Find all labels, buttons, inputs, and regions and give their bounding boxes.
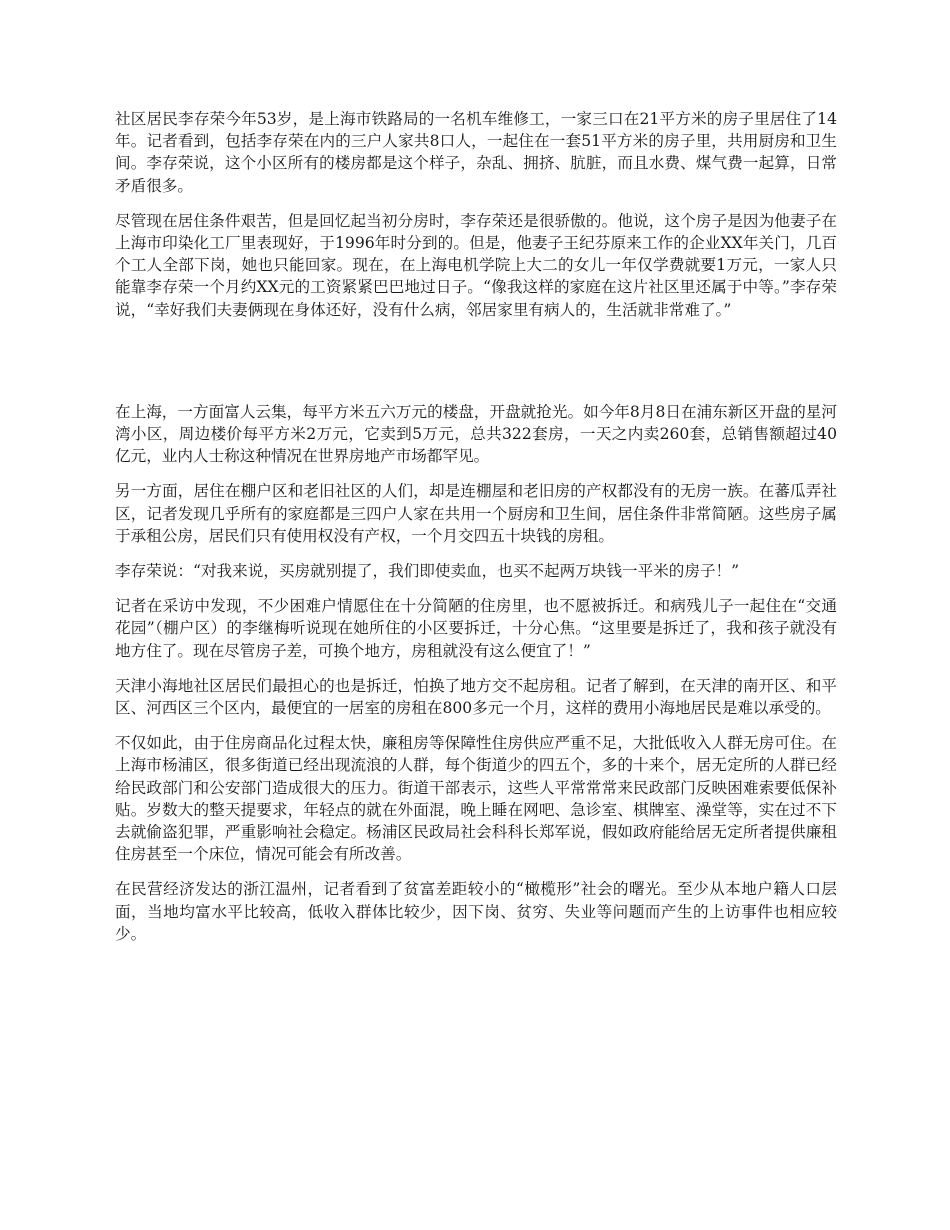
paragraph-shanty-residents: 另一方面，居住在棚户区和老旧社区的人们，却是连棚屋和老旧房的产权都没有的无房一族。在蕃瓜弄社区，记者发现几乎所有的家庭都是三四户人家在共用一个厨房和卫生间，居住条件非常简陋。这些房子属于承租公房，居民们只有使用权没有产权，一个月交四五十块钱的房租。 — [115, 482, 837, 545]
paragraph-tianjin-rent: 天津小海地社区居民们最担心的也是拆迁，怕换了地方交不起房租。记者了解到，在天津的南开区、和平区、河西区三个区内，最便宜的一居室的房租在800多元一个月，这样的费用小海地居民是难以承受的。 — [115, 676, 837, 718]
paragraph-residents-living: 社区居民李存荣今年53岁，是上海市铁路局的一名机车维修工，一家三口在21平方米的房子里居住了14年。记者看到，包括李存荣在内的三户人家共8口人，一起住在一套51平方米的房子里，共用厨房和卫生间。李存荣说，这个小区所有的楼房都是这个样子，杂乱、拥挤、肮脏，而且水费、煤气费一起算，日常矛盾很多。 — [115, 110, 837, 195]
paragraph-demolition-fear: 记者在采访中发现，不少困难户情愿住在十分简陋的住房里，也不愿被拆迁。和病残儿子一起住在“交通花园”（棚户区）的李继梅听说现在她所住的小区要拆迁，十分心焦。“这里要是拆迁了，我和孩子就没有地方住了。现在尽管房子差，可换个地方，房租就没有这么便宜了！” — [115, 597, 837, 660]
paragraph-housing-history: 尽管现在居住条件艰苦，但是回忆起当初分房时，李存荣还是很骄傲的。他说，这个房子是因为他妻子在上海市印染化工厂里表现好，于1996年时分到的。但是，他妻子王纪芬原来工作的企业XX年关门，几百个工人全部下岗，她也只能回家。现在，在上海电机学院上大二的女儿一年仅学费就要1万元，一家人只能靠李存荣一个月约XX元的工资紧紧巴巴地过日子。“像我这样的家庭在这片社区里还属于中等。”李存荣说，“幸好我们夫妻俩现在身体还好，没有什么病，邻居家里有病人的，生活就非常难了。” — [115, 211, 837, 319]
paragraph-quote-buying: 李存荣说：“对我来说，买房就别提了，我们即使卖血，也买不起两万块钱一平米的房子！” — [115, 562, 740, 581]
paragraph-homeless-pressure: 不仅如此，由于住房商品化过程太快，廉租房等保障性住房供应严重不足，大批低收入人群无房可住。在上海市杨浦区，很多街道已经出现流浪的人群，每个街道少的四五个，多的十来个，居无定所的人群已经给民政部门和公安部门造成很大的压力。街道干部表示，这些人平常常常来民政部门反映困难索要低保补贴。岁数大的整天提要求，年轻点的就在外面混，晚上睡在网吧、急诊室、棋牌室、澡堂等，实在过不下去就偷盗犯罪，严重影响社会稳定。杨浦区民政局社会科科长郑军说，假如政府能给居无定所者提供廉租住房甚至一个床位，情况可能会有所改善。 — [115, 734, 837, 864]
paragraph-wenzhou-olive: 在民营经济发达的浙江温州，记者看到了贫富差距较小的“橄榄形”社会的曙光。至少从本地户籍人口层面，当地均富水平比较高，低收入群体比较少，因下岗、贫穷、失业等问题而产生的上访事件也相应较少。 — [115, 880, 837, 943]
paragraph-luxury-market: 在上海，一方面富人云集，每平方米五六万元的楼盘，开盘就抢光。如今年8月8日在浦东新区开盘的星河湾小区，周边楼价每平方米2万元，它卖到5万元，总共322套房，一天之内卖260套，总销售额超过40亿元，业内人士称这种情况在世界房地产市场都罕见。 — [115, 402, 837, 466]
section-gap — [115, 334, 837, 401]
document-body — [115, 108, 837, 958]
